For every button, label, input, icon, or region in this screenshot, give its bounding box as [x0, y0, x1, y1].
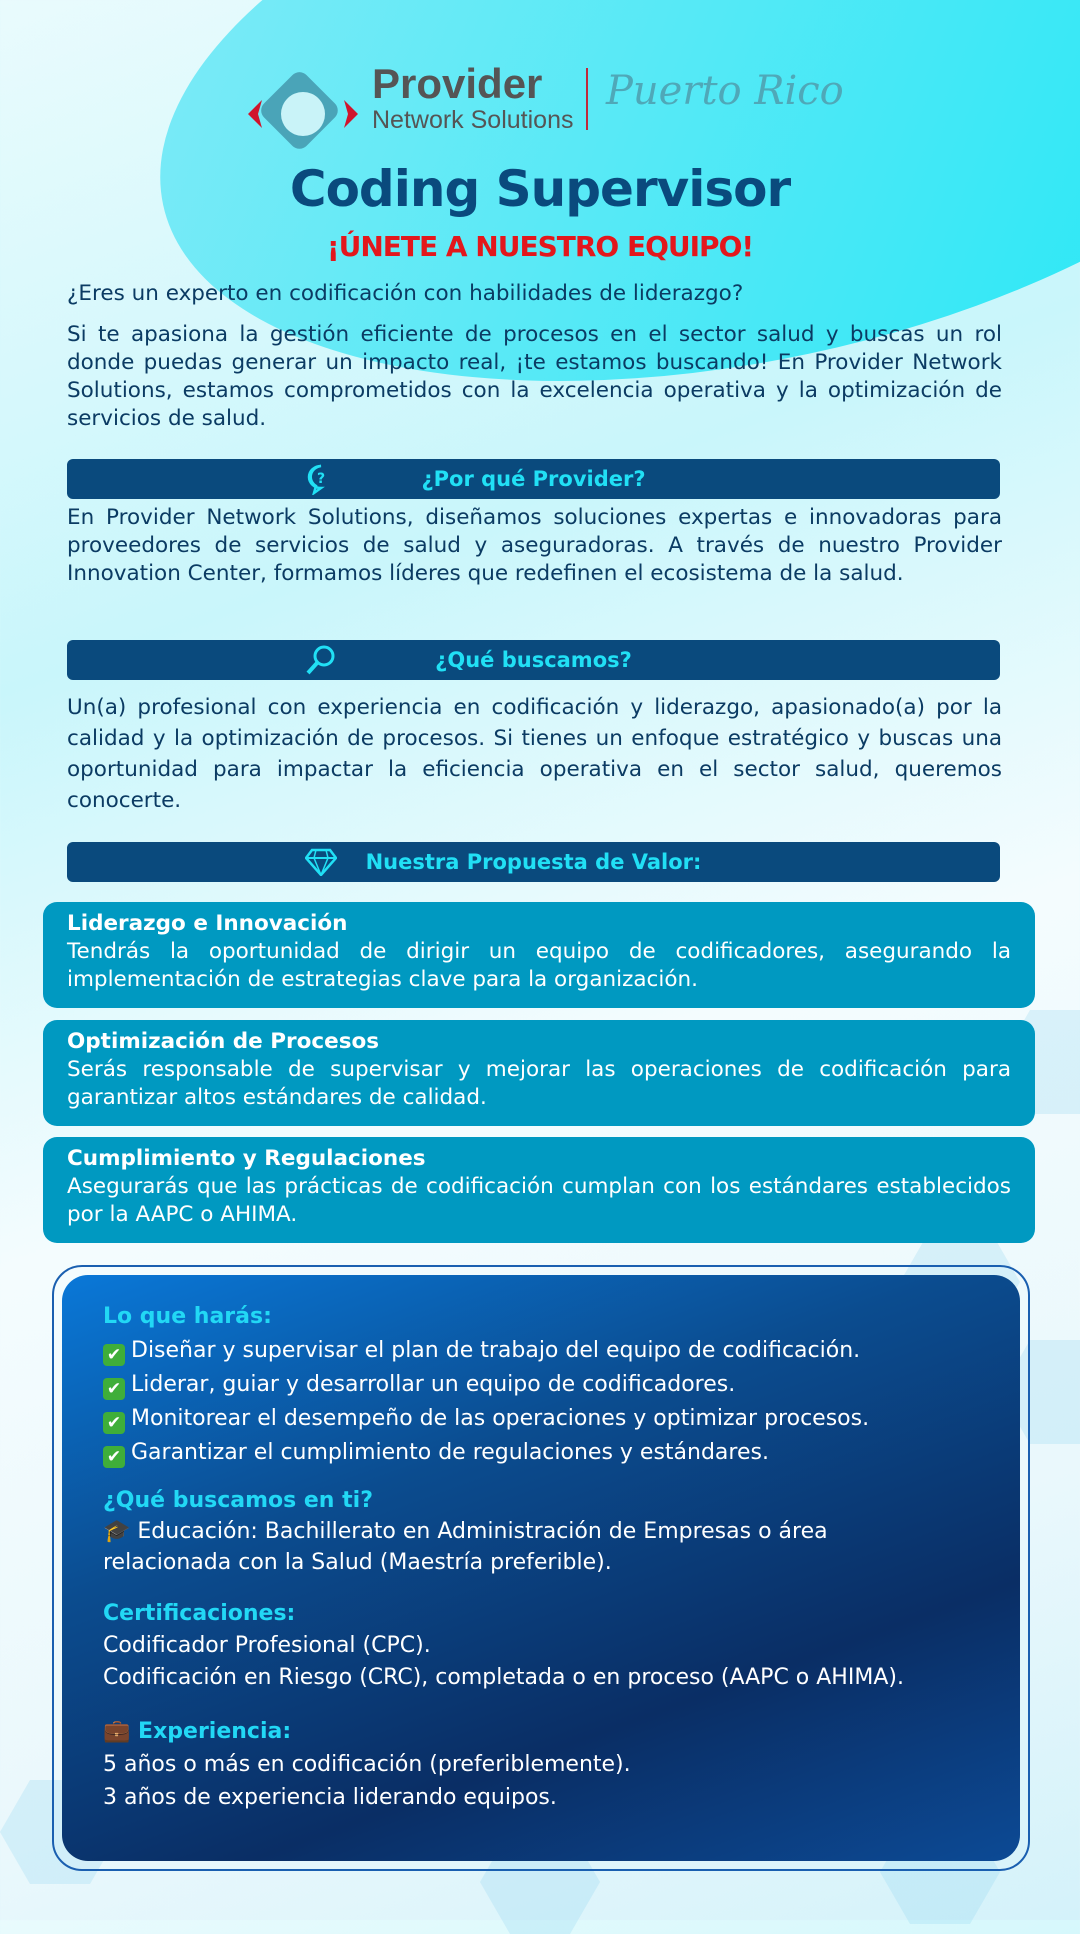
- logo-mark-icon: [238, 62, 368, 166]
- task-item: [103, 1334, 869, 1368]
- certification-item: Codificador Profesional (CPC).: [103, 1633, 431, 1658]
- section-text-why: En Provider Network Solutions, diseñamos soluciones expertas e innovadoras para proveedores de servicios de salud y aseguradoras. A través de nuestro Provider Innovation Center, formamos líderes que redefinen el ecosistema de la salud.: [67, 505, 1002, 586]
- check-icon: ✔: [103, 1446, 125, 1468]
- section-title: ¿Por qué Provider?: [421, 467, 646, 491]
- certifications-section: [103, 1598, 904, 1694]
- diamond-icon: [305, 848, 337, 876]
- task-item: [103, 1402, 869, 1436]
- intro-paragraph: Si te apasiona la gestión eficiente de procesos en el sector salud y buscas un rol donde puedas generar un impacto real, ¡te estamos buscando! En Provider Network Solutions, estamos comprometidos con la excelencia operativa y la optimización de servicios de salud.: [67, 322, 1002, 431]
- requirements-title: ¿Qué buscamos en ti?: [103, 1488, 373, 1513]
- experience-item: 5 años o más en codificación (preferiblemente).: [103, 1752, 631, 1777]
- section-title: ¿Qué buscamos?: [435, 648, 632, 672]
- experience-item: 3 años de experiencia liderando equipos.: [103, 1785, 557, 1810]
- card-text: Asegurarás que las prácticas de codificación cumplan con los estándares establecidos por la AAPC o AHIMA.: [67, 1174, 1011, 1227]
- value-card: [43, 1137, 1035, 1243]
- page-title: Coding Supervisor: [289, 160, 791, 218]
- magnifier-icon: [305, 644, 337, 676]
- card-text: Tendrás la oportunidad de dirigir un equipo de codificadores, asegurando la implementación de estrategias clave para la organización.: [67, 939, 1011, 992]
- brand-subtitle: Network Solutions: [372, 106, 574, 134]
- certification-item: Codificación en Riesgo (CRC), completada o en proceso (AAPC o AHIMA).: [103, 1665, 904, 1690]
- intro-question: ¿Eres un experto en codificación con habilidades de liderazgo?: [67, 281, 744, 306]
- requirements-section: [103, 1485, 903, 1578]
- value-card: [43, 902, 1035, 1008]
- page-subtitle: ¡ÚNETE A NUESTRO EQUIPO!: [326, 230, 754, 263]
- section-header-why: [67, 459, 1000, 499]
- experience-title: 💼 Experiencia:: [103, 1719, 292, 1744]
- check-icon: ✔: [103, 1344, 125, 1366]
- card-title: Optimización de Procesos: [67, 1029, 380, 1054]
- check-icon: ✔: [103, 1378, 125, 1400]
- brand-logo: [372, 62, 573, 134]
- check-icon: ✔: [103, 1412, 125, 1434]
- svg-text:?: ?: [316, 471, 326, 487]
- value-card: [43, 1020, 1035, 1126]
- task-item: [103, 1436, 869, 1470]
- task-item: [103, 1368, 869, 1402]
- card-title: Cumplimiento y Regulaciones: [67, 1146, 426, 1171]
- task-text: Garantizar el cumplimiento de regulaciones y estándares.: [131, 1440, 769, 1465]
- education-text: 🎓 Educación: Bachillerato en Administración de Empresas o área relacionada con la Salud (Maestría preferible).: [103, 1519, 828, 1575]
- speech-bubble-question-icon: [305, 463, 337, 495]
- section-header-value: [67, 842, 1000, 882]
- task-text: Monitorear el desempeño de las operaciones y optimizar procesos.: [131, 1406, 870, 1431]
- brand-name: Provider: [372, 60, 543, 107]
- logo-divider: [586, 68, 588, 130]
- certifications-title: Certificaciones:: [103, 1601, 296, 1626]
- tasks-section: [103, 1300, 869, 1470]
- experience-section: [103, 1715, 631, 1814]
- tasks-title: Lo que harás:: [103, 1304, 272, 1329]
- card-title: Liderazgo e Innovación: [67, 911, 348, 936]
- task-text: Diseñar y supervisar el plan de trabajo del equipo de codificación.: [131, 1338, 861, 1363]
- task-text: Liderar, guiar y desarrollar un equipo de codificadores.: [131, 1372, 736, 1397]
- region-label: Puerto Rico: [606, 68, 844, 114]
- section-title: Nuestra Propuesta de Valor:: [365, 850, 702, 874]
- section-header-seek: [67, 640, 1000, 680]
- section-text-seek: Un(a) profesional con experiencia en codificación y liderazgo, apasionado(a) por la calidad y la optimización de procesos. Si tienes un enfoque estratégico y buscas una oportunidad para impactar la eficiencia operativa en el sector salud, queremos conocerte.: [67, 695, 1002, 813]
- card-text: Serás responsable de supervisar y mejorar las operaciones de codificación para garantizar altos estándares de calidad.: [67, 1057, 1011, 1110]
